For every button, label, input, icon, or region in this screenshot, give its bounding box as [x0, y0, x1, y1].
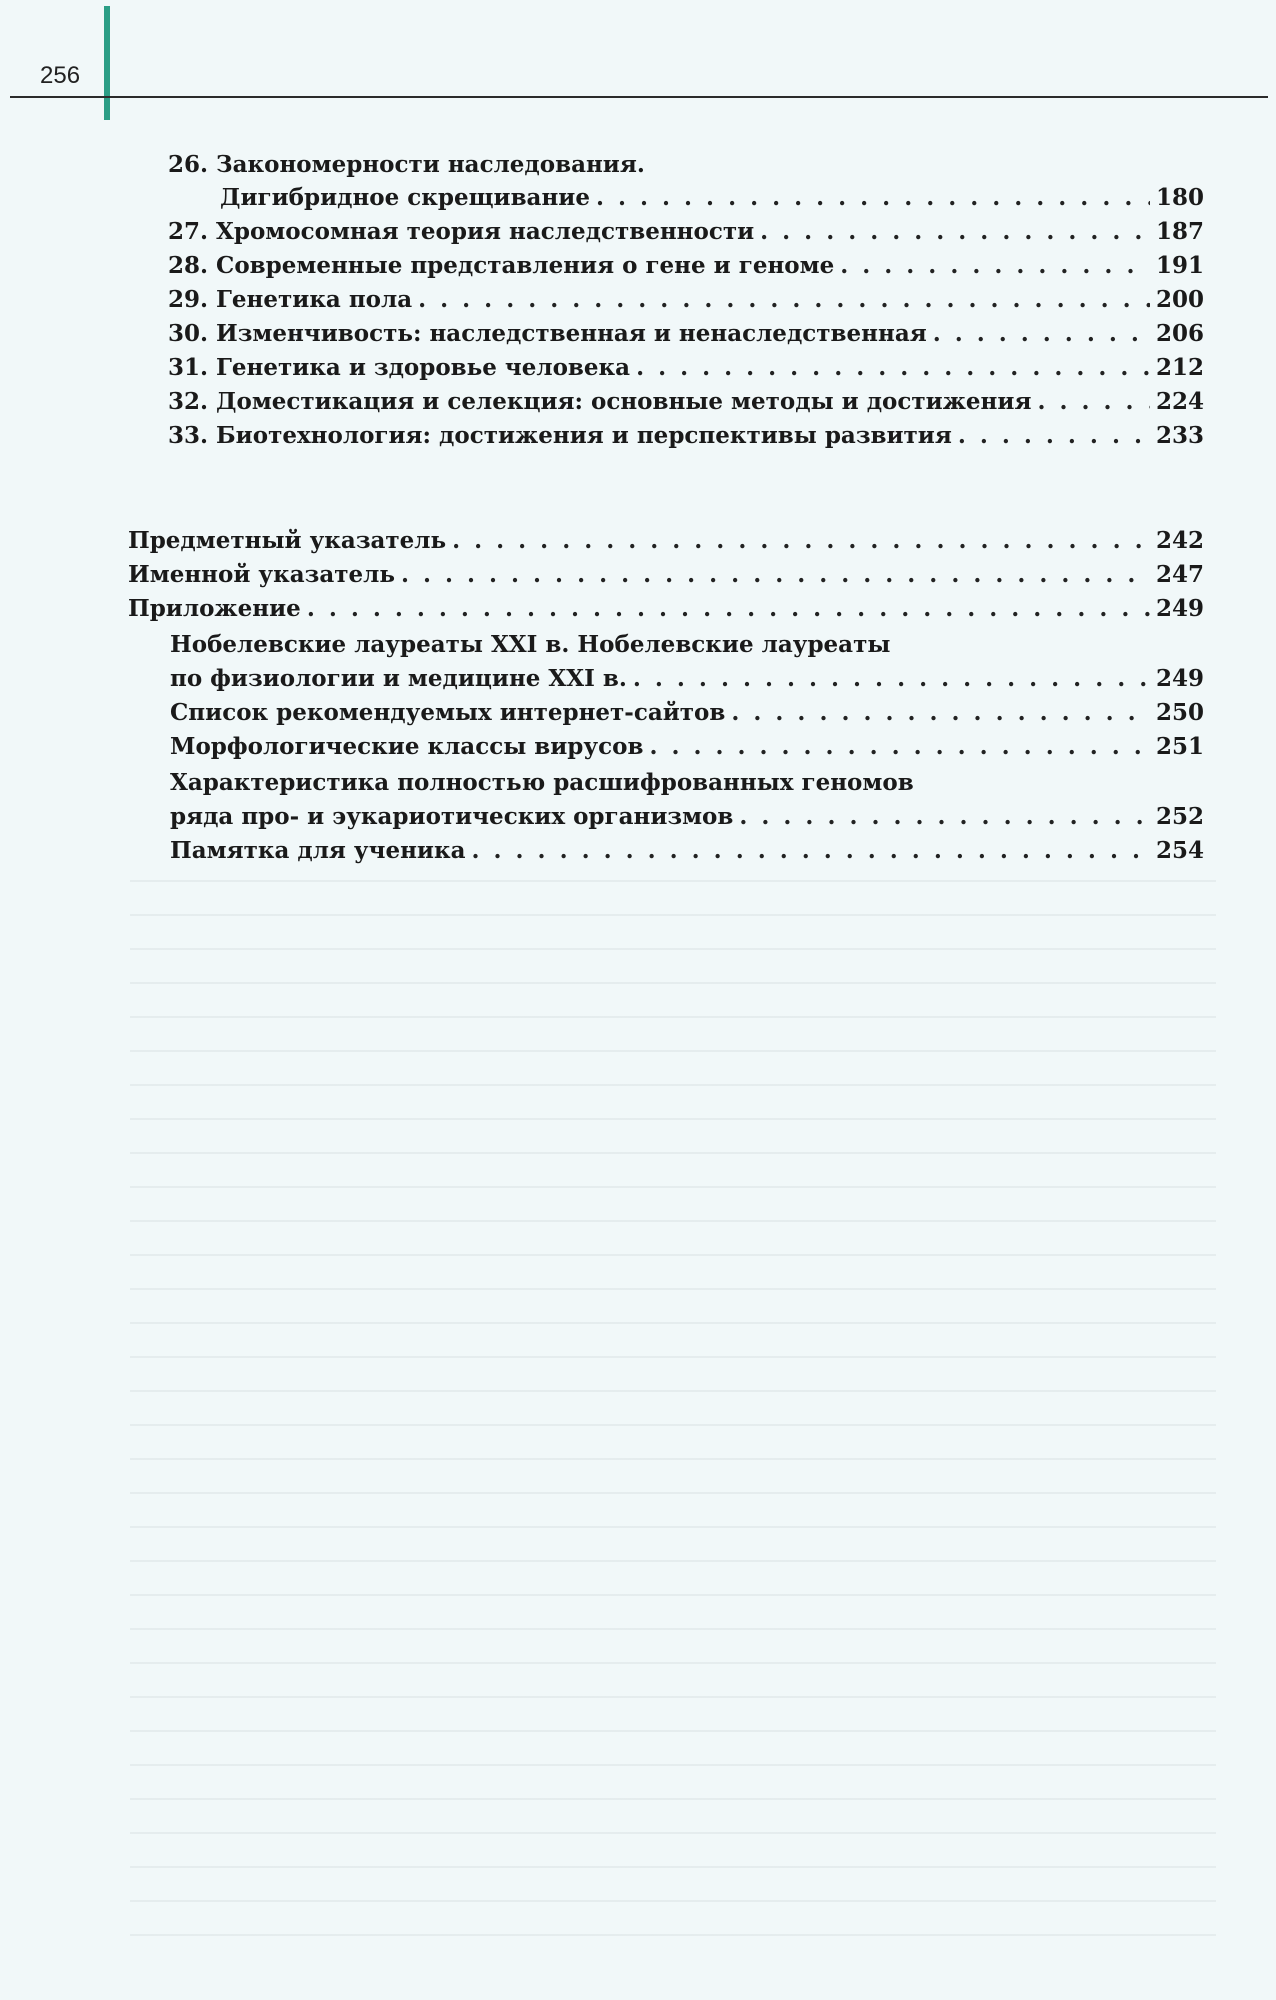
leader-dots — [452, 526, 1150, 556]
toc-entry-nobel[interactable]: по физиологии и медицине XXI в. . . . 249 — [170, 664, 1204, 694]
leader-dots — [731, 698, 1150, 728]
toc-entry-appendix[interactable]: Приложение . . . 249 — [128, 594, 1204, 624]
toc-page: 249 — [1155, 595, 1204, 622]
leader-dots — [636, 353, 1150, 383]
leader-dots — [633, 664, 1150, 694]
toc-entry-27[interactable]: 27. Хромосомная теория наследственности . . . 187 — [168, 217, 1204, 247]
toc-entry-26-line1[interactable]: 26. Закономерности наследования. — [168, 151, 645, 178]
toc-page: 200 — [1155, 286, 1204, 313]
toc-entry-student-memo[interactable]: Памятка для ученика . . . 254 — [170, 836, 1204, 866]
toc-page: 224 — [1155, 388, 1204, 415]
leader-dots — [933, 319, 1150, 349]
header-rule — [10, 96, 1268, 98]
toc-entry-26[interactable]: Дигибридное скрещивание . . . 180 — [220, 183, 1204, 213]
toc-page: 187 — [1155, 218, 1204, 245]
leader-dots — [1037, 387, 1150, 417]
toc-page: 247 — [1155, 561, 1204, 588]
toc-entry-genomes[interactable]: ряда про- и эукариотических организмов . . . 252 — [170, 802, 1204, 832]
leader-dots — [840, 251, 1150, 281]
toc-entry-virus-classes[interactable]: Морфологические классы вирусов . . . 251 — [170, 732, 1204, 762]
leader-dots — [958, 421, 1150, 451]
toc-entry-subject-index[interactable]: Предметный указатель . . . 242 — [128, 526, 1204, 556]
leader-dots — [472, 836, 1150, 866]
leader-dots — [739, 802, 1150, 832]
toc-page: 206 — [1155, 320, 1204, 347]
leader-dots — [760, 217, 1150, 247]
toc-entry-name-index[interactable]: Именной указатель . . . 247 — [128, 560, 1204, 590]
header-accent-bar — [104, 6, 110, 120]
toc-page: 250 — [1155, 699, 1204, 726]
bleed-through-text — [130, 880, 1216, 1940]
toc-entry-websites[interactable]: Список рекомендуемых интернет-сайтов . . . 250 — [170, 698, 1204, 728]
toc-page: 191 — [1155, 252, 1204, 279]
toc-entry-28[interactable]: 28. Современные представления о гене и геноме . . . 191 — [168, 251, 1204, 281]
toc-entry-genomes-line1[interactable]: Характеристика полностью расшифрованных геномов — [170, 769, 914, 796]
toc-entry-29[interactable]: 29. Генетика пола . . . 200 — [168, 285, 1204, 315]
leader-dots — [307, 594, 1150, 624]
page-number: 256 — [40, 62, 81, 89]
toc-entry-33[interactable]: 33. Биотехнология: достижения и перспективы развития . . . 233 — [168, 421, 1204, 451]
toc-page: 233 — [1155, 422, 1204, 449]
toc-page: 251 — [1155, 733, 1204, 760]
toc-page: 242 — [1155, 527, 1204, 554]
toc-page: 254 — [1155, 837, 1204, 864]
toc-entry-30[interactable]: 30. Изменчивость: наследственная и ненаследственная . . . 206 — [168, 319, 1204, 349]
leader-dots — [401, 560, 1150, 590]
toc-page: 212 — [1155, 354, 1204, 381]
leader-dots — [649, 732, 1150, 762]
toc-page: 180 — [1155, 184, 1204, 211]
toc-page: 249 — [1155, 665, 1204, 692]
leader-dots — [596, 183, 1150, 213]
toc-entry-nobel-line1[interactable]: Нобелевские лауреаты XXI в. Нобелевские лауреаты — [170, 631, 891, 658]
toc-page: 252 — [1155, 803, 1204, 830]
toc-entry-31[interactable]: 31. Генетика и здоровье человека . . . 212 — [168, 353, 1204, 383]
toc-entry-32[interactable]: 32. Доместикация и селекция: основные методы и достижения . . . 224 — [168, 387, 1204, 417]
leader-dots — [418, 285, 1150, 315]
